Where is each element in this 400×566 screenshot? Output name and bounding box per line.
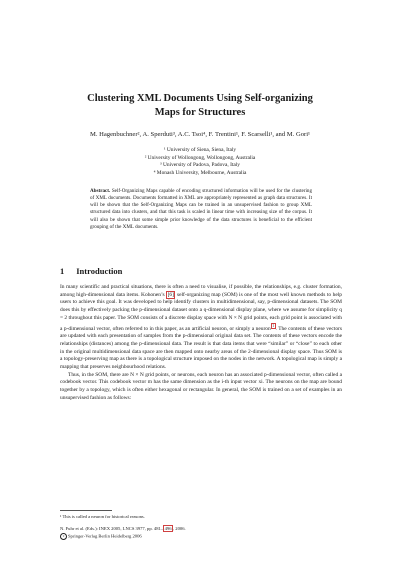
section-title: Introduction [76, 266, 123, 276]
affiliation-monash: ⁴ Monash University, Melbourne, Australia [153, 169, 247, 176]
footnote-divider [60, 510, 112, 511]
affiliation-siena: ¹ University of Siena, Siena, Italy [163, 147, 237, 153]
publication-line-1-a: N. Fuhr et al. (Eds.): INEX 2005, LNCS 3977, pp. 481– [60, 526, 164, 531]
publisher-text: Springer-Verlag Berlin Heidelberg 2006 [68, 533, 142, 539]
abstract-text: Self-Organizing Maps capable of encoding structured information will be used for the clustering of XML documents. Documents formatted in XML are appropriately represented as graph data structures. It will be shown that the Self-Organizing Maps can be trained in an unsupervised fashion to group XML structured data into clusters, and that this task is scaled in linear time with increasing size of the corpus. It will also be shown that some simple prior knowledge of the data structures is beneficial to the efficient grouping of the XML documents. [90, 188, 312, 230]
publication-line-1 [60, 526, 186, 533]
copyright-icon: c [60, 533, 67, 540]
body-text [60, 284, 342, 403]
publication-line-2 [60, 533, 186, 540]
citation-link[interactable]: [6] [167, 291, 174, 298]
paragraph-1 [60, 284, 342, 372]
paragraph-1-part-c: . The contents of these vectors are updated with each presentation of samples from the p-dimensional original data set. The contents of these vectors encode the relationships (distances) among the p-dimensional data. The result is that data items that were “similar” or “close” to each other in the original multidimensional data space are then mapped onto nearby areas of the 2-dimensional display space. Thus SOM is a topology-preserving map as there is a topological structure imposed on the nodes in the network. A topological map is simply a mapping that preserves neighbourhood relations. [60, 325, 342, 370]
section-number: 1 [60, 266, 65, 276]
affiliation-padova: ³ University of Padova, Padova, Italy [160, 162, 240, 169]
footnote-link[interactable]: 1 [272, 323, 275, 328]
paragraph-1-part-a: In many scientific and practical situations, there is often a need to visualise, if possible, the relationships, e.g. cluster formation, among high-dimensional data items. Kohonen’s [60, 284, 342, 298]
page-range-link[interactable]: 496 [164, 526, 172, 531]
affiliation-wollongong: ² University of Wollongong, Wollongong, Australia [144, 154, 256, 161]
paragraph-2: Thus, in the SOM, there are N × N grid points, or neurons, each neuron has an associated p-dimensional vector, often called a codebook vector. This codebook vector m has the same dimension as the i-th input vector xi. The neurons on the map are bound together by a topology, which is often either hexagonal or rectangular. In general, the SOM is trained on a set of examples in an unsupervised fashion as follows: [60, 371, 342, 401]
title-line-2: Maps for Structures [154, 106, 246, 118]
footnote: ¹ This is called a neuron for historical reasons. [60, 514, 145, 519]
abstract [90, 188, 312, 231]
title-line-1: Clustering XML Documents Using Self-organizing [87, 93, 313, 104]
affiliation-list [60, 147, 340, 177]
paper-title [50, 92, 350, 119]
author-list: M. Hagenbuchner², A. Sperduti³, A.C. Tsoi⁴, F. Trentini¹, F. Scarselli¹, and M. Gori¹ [89, 131, 311, 138]
publication-info [60, 526, 186, 540]
section-heading [60, 266, 122, 276]
publication-line-1-b: , 2006. [173, 526, 186, 531]
abstract-label: Abstract. [90, 188, 111, 194]
paragraph-1-part-b: self-organizing map (SOM) is one of the most well known methods to help users to achieve this goal. It was developed to help identify clusters in multidimensional, say, p-dimensional datasets. The SOM does this by effectively packing the p-dimensional dataset onto a q-dimensional display plane, where we assume for simplicity q = 2 throughout this paper. The SOM consists of a discrete display space with N × N grid points, each grid point is associated with a p-dimensional vector, often referred to in this paper, as an artificial neuron, or simply a neuron [60, 291, 342, 332]
